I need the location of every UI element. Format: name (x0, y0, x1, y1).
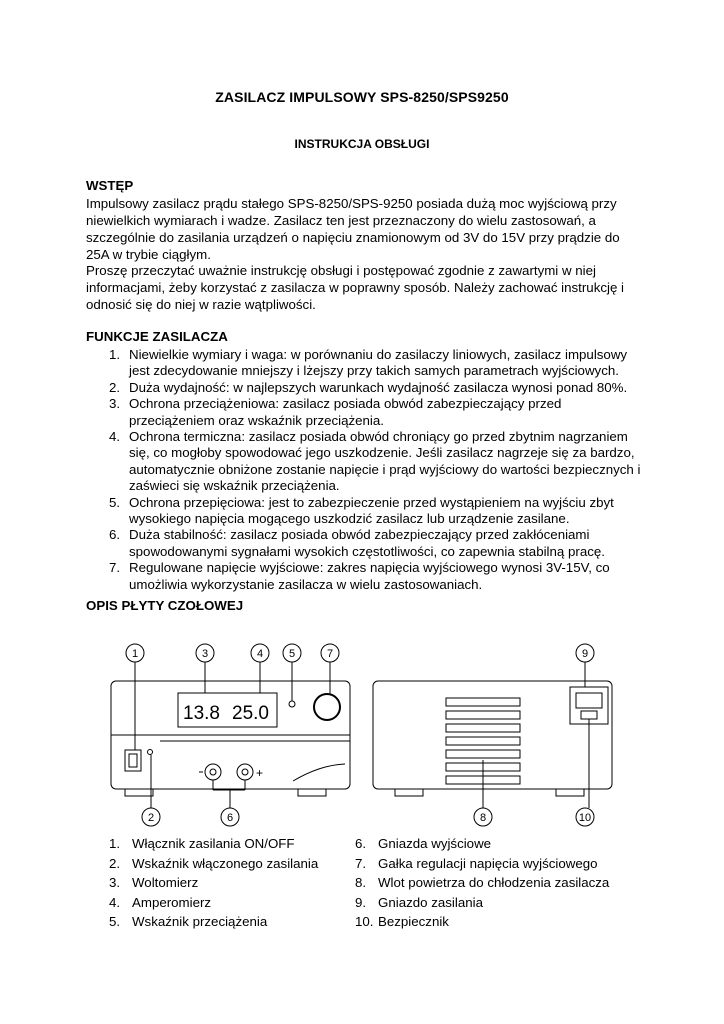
list-item (86, 380, 646, 396)
list-item-number: 5. (109, 914, 121, 929)
power-switch (125, 750, 141, 771)
list-item-number: 3. (109, 875, 121, 890)
list-item-number: 4. (109, 894, 121, 910)
list-item (86, 527, 646, 560)
front-foot-right (298, 789, 326, 796)
intro-paragraph-1: Impulsowy zasilacz prądu stałego SPS-8250/SPS-9250 posiada dużą moc wyjściową przy niewielkich wymiarach i wadze. Zasilacz ten jest przeznaczony do wielu zastosowań, a szczególnie do zasilania urządzeń o napięciu znamionowym od 3V do 15V przy prądzie do 25A w trybie ciągłym. (86, 196, 620, 262)
list-item (355, 912, 609, 932)
list-item-number: 10. (355, 914, 374, 929)
output-terminal-minus (205, 764, 221, 780)
callout-1: 1 (131, 648, 139, 660)
list-item-text: Ochrona termiczna: zasilacz posiada obwód chroniący go przed zbytnim nagrzaniem się, co mogłoby spowodować jego uszkodzenie. Jeśli zasilacz nagrzeje się za bardzo, automatycznie obniżone zostanie napięcie i prąd wyjściowy do wartości bezpiecznych i zaświeci się wskaźnik przeciążenia. (129, 429, 641, 494)
list-item-number: 8. (355, 875, 367, 890)
voltage-knob (314, 694, 340, 720)
voltmeter-reading: 13.8 (183, 703, 220, 724)
callout-5: 5 (288, 648, 296, 660)
plus-sign: + (256, 766, 264, 780)
list-item (86, 347, 646, 380)
list-item-number: 9. (355, 894, 367, 910)
functions-list (86, 347, 646, 593)
ammeter-reading: 25.0 (232, 703, 269, 724)
list-item-text: Gniazda wyjściowe (378, 836, 492, 851)
output-terminal-plus (237, 764, 253, 780)
list-item (109, 834, 318, 854)
list-item (355, 873, 609, 893)
power-indicator (148, 750, 153, 755)
callout-8: 8 (479, 812, 487, 824)
list-item-text: Ochrona przepięciowa: jest to zabezpieczenie przed wystąpieniem na wyjściu zbyt wysokiego napięcia mogącego uszkodzić zasilacz lub urządzenie zasilane. (129, 494, 614, 527)
list-item-number: 6. (355, 836, 367, 851)
list-item (86, 495, 646, 528)
list-item-text: Gniazdo zasilania (378, 894, 483, 910)
list-item-number: 1. (109, 836, 121, 851)
power-socket (570, 687, 608, 724)
list-item (109, 854, 318, 874)
list-item-text: Woltomierz (132, 875, 199, 890)
intro-paragraph-2: Proszę przeczytać uważnie instrukcję obsługi i postępować zgodnie z zawartymi w niej informacjami, żeby korzystać z zasilacza w poprawny sposób. Należy zachować instrukcję i odnosić się do niej w razie wątpliwości. (86, 263, 624, 312)
callout-6: 6 (226, 812, 234, 824)
list-item-number: 1. (109, 347, 121, 362)
callout-10: 10 (578, 812, 592, 824)
back-foot-left (395, 789, 423, 796)
list-item-text: Włącznik zasilania ON/OFF (132, 836, 295, 851)
callout-2: 2 (147, 812, 155, 824)
list-item-number: 2. (109, 855, 121, 871)
list-item-number: 6. (109, 527, 121, 543)
list-item-text: Ochrona przeciążeniowa: zasilacz posiada obwód zabezpieczający przed przeciążeniem oraz wskaźnik przeciążenia. (129, 396, 562, 428)
list-item (86, 396, 646, 429)
document-subtitle: INSTRUKCJA OBSŁUGI (294, 137, 430, 151)
list-item (355, 854, 609, 874)
list-item-number: 7. (355, 855, 367, 871)
list-item-text: Duża stabilność: zasilacz posiada obwód zabezpieczający przed zakłóceniami spowodowanymi sygnałami wysokich częstotliwości, co zapewnia stabilną pracę. (129, 527, 605, 559)
fuse-holder (581, 711, 597, 719)
legend-right (355, 834, 609, 932)
legend-left (109, 834, 318, 932)
list-item-text: Wlot powietrza do chłodzenia zasilacza (378, 875, 610, 890)
list-item (109, 893, 318, 913)
document-title: ZASILACZ IMPULSOWY SPS-8250/SPS9250 (215, 89, 509, 105)
list-item-number: 3. (109, 396, 121, 412)
back-foot-right (556, 789, 584, 796)
list-item (109, 873, 318, 893)
list-item (355, 834, 609, 854)
list-item (86, 429, 646, 495)
front-foot-left (125, 789, 153, 796)
list-item-text: Gałka regulacji napięcia wyjściowego (378, 855, 598, 871)
list-item-number: 7. (109, 560, 121, 576)
callout-9: 9 (581, 648, 589, 660)
list-item-text: Niewielkie wymiary i waga: w porównaniu do zasilaczy liniowych, zasilacz impulsowy jest zdecydowanie mniejszy i lżejszy przy takich samych parametrach wyjściowych. (129, 347, 628, 379)
callout-7: 7 (326, 648, 334, 660)
list-item-text: Duża wydajność: w najlepszych warunkach wydajność zasilacza wynosi ponad 80%. (129, 379, 628, 395)
list-item-text: Bezpiecznik (378, 914, 449, 929)
intro-heading: WSTĘP (86, 178, 134, 193)
panel-heading: OPIS PŁYTY CZOŁOWEJ (86, 598, 244, 613)
front-panel-drawing (111, 681, 350, 796)
functions-heading: FUNKCJE ZASILACZA (86, 329, 228, 344)
callout-4: 4 (256, 648, 264, 660)
list-item-number: 5. (109, 494, 121, 510)
list-item-text: Regulowane napięcie wyjściowe: zakres napięcia wyjściowego wynosi 3V-15V, co umożliwia wykorzystanie zasilacza w wielu zastosowaniach. (129, 560, 610, 592)
list-item-text: Amperomierz (132, 894, 212, 910)
overload-indicator (289, 701, 295, 707)
list-item-text: Wskaźnik włączonego zasilania (132, 855, 319, 871)
callout-3: 3 (201, 648, 209, 660)
list-item-text: Wskaźnik przeciążenia (132, 914, 268, 929)
front-back-panel-diagram (0, 630, 724, 835)
list-item (109, 912, 318, 932)
list-item-number: 2. (109, 379, 121, 395)
list-item (355, 893, 609, 913)
list-item (86, 560, 646, 593)
list-item-number: 4. (109, 429, 121, 445)
